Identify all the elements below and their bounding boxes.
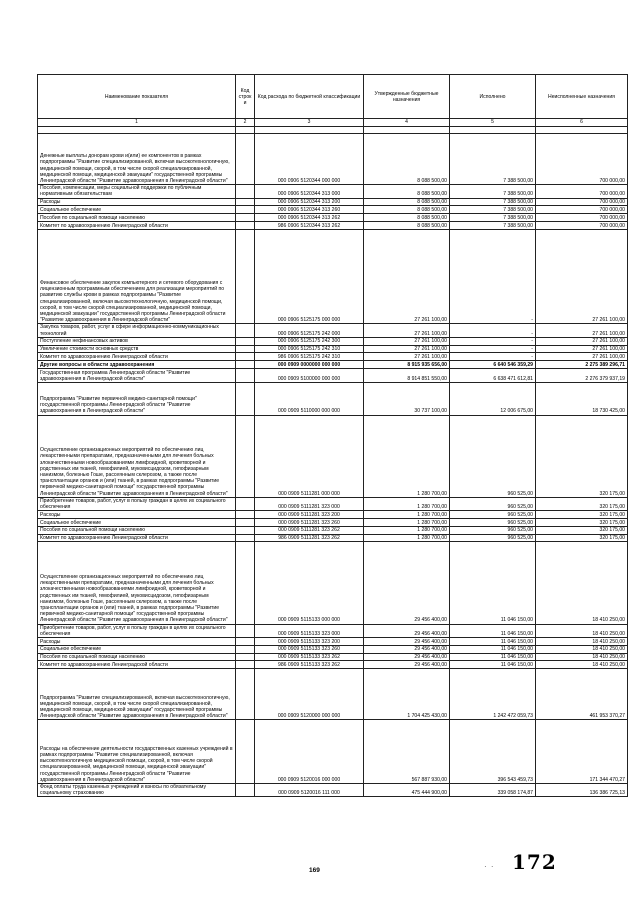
table-row — [38, 669, 628, 720]
row-name-cell: Комитет по здравоохранению Ленинградской области — [38, 534, 236, 542]
row-line-cell — [236, 720, 255, 784]
row-approved-cell: 1 280 700,00 — [364, 511, 450, 519]
row-remaining-cell: 18 410 250,00 — [536, 645, 628, 653]
row-remaining-cell: 27 261 100,00 — [536, 337, 628, 345]
row-name-cell: Финансовое обеспечение закупок компьютерного и сетевого оборудования с лицензионным программным обеспечением для реализации мероприятий по развитию службы крови в рамках подпрограммы "Развитие специализированной, включая высокотехнологичную, медицинской помощи, скорой, в том числе скорой специализированной, медицинской помощи, медицинской эвакуации" государственной программы Ленинградской области "Развитие здравоохранения в Ленинградской области" — [38, 229, 236, 324]
row-remaining-cell: 700 000,00 — [536, 185, 628, 198]
row-line-cell — [236, 542, 255, 624]
row-executed-cell: 6 638 471 612,81 — [450, 368, 536, 382]
row-executed-cell: 7 388 500,00 — [450, 134, 536, 185]
row-line-cell — [236, 783, 255, 796]
table-row — [38, 221, 628, 229]
table-row — [38, 361, 628, 369]
row-name-cell: Расходы — [38, 198, 236, 206]
row-line-cell — [236, 229, 255, 324]
table-row — [38, 324, 628, 337]
row-remaining-cell: 27 261 100,00 — [536, 229, 628, 324]
row-name-cell: Увеличение стоимости основных средств — [38, 345, 236, 353]
row-line-cell — [236, 337, 255, 345]
row-name-cell: Пособия по социальной помощи населению — [38, 653, 236, 661]
row-executed-cell: 960 525,00 — [450, 415, 536, 497]
row-code-cell: 000 0906 5120344 313 260 — [255, 206, 364, 214]
row-approved-cell: 29 456 400,00 — [364, 661, 450, 669]
row-executed-cell: 1 242 472 059,73 — [450, 669, 536, 720]
row-name-cell: Осуществление организационных мероприятий по обеспечению лиц лекарственными препаратами, предназначенными для лечения больных злокачественными новообразованиями лимфоидной, кроветворной и родственных им тканей, гемофилией, муковисцидозом, гипофизарным нанизмом, болезнью Гоше, рассеянным склерозом, а также после трансплантации органов и (или) тканей, в рамках подпрограммы "Развитие первичной медико-санитарной помощи" государственной программы Ленинградской области "Развитие здравоохранения в Ленинградской области" — [38, 415, 236, 497]
row-approved-cell: 8 915 935 656,00 — [364, 361, 450, 369]
row-code-cell: 000 0909 5115133 323 000 — [255, 624, 364, 637]
row-code-cell: 986 0906 5120344 313 262 — [255, 221, 364, 229]
row-approved-cell: 29 456 400,00 — [364, 624, 450, 637]
empty-cell — [536, 127, 628, 134]
row-line-cell — [236, 206, 255, 214]
row-line-cell — [236, 645, 255, 653]
row-approved-cell: 567 887 930,00 — [364, 720, 450, 784]
row-remaining-cell: 18 730 425,00 — [536, 382, 628, 415]
row-approved-cell: 8 088 500,00 — [364, 221, 450, 229]
table-spacer-row — [38, 127, 628, 134]
table-body — [38, 127, 628, 797]
row-code-cell: 000 0909 5115133 323 200 — [255, 637, 364, 645]
row-approved-cell: 29 456 400,00 — [364, 542, 450, 624]
row-code-cell: 000 0906 5125175 242 000 — [255, 324, 364, 337]
row-remaining-cell: 136 386 725,13 — [536, 783, 628, 796]
row-name-cell: Фонд оплаты труда казенных учреждений и взносы по обязательному социальному страхованию — [38, 783, 236, 796]
row-remaining-cell: 700 000,00 — [536, 134, 628, 185]
budget-report-sheet — [37, 74, 627, 797]
row-executed-cell: 12 006 675,00 — [450, 382, 536, 415]
column-index: 5 — [450, 119, 536, 127]
row-name-cell: Пособия по социальной помощи населению — [38, 214, 236, 222]
row-line-cell — [236, 637, 255, 645]
row-approved-cell: 8 088 500,00 — [364, 198, 450, 206]
table-row — [38, 720, 628, 784]
row-code-cell: 000 0906 5120344 313 200 — [255, 198, 364, 206]
row-remaining-cell: 18 410 250,00 — [536, 653, 628, 661]
row-approved-cell: 8 088 500,00 — [364, 214, 450, 222]
table-row — [38, 637, 628, 645]
row-code-cell: 000 0909 5100000 000 000 — [255, 368, 364, 382]
row-code-cell: 000 0909 5111281 000 000 — [255, 415, 364, 497]
table-row — [38, 783, 628, 796]
footer-dots: · · — [484, 862, 495, 871]
row-remaining-cell: 18 410 250,00 — [536, 624, 628, 637]
header-line-code: Код строк и — [236, 75, 255, 119]
row-remaining-cell: 461 953 370,27 — [536, 669, 628, 720]
column-index: 4 — [364, 119, 450, 127]
row-name-cell: Расходы — [38, 637, 236, 645]
row-line-cell — [236, 382, 255, 415]
row-approved-cell: 1 704 425 430,00 — [364, 669, 450, 720]
row-line-cell — [236, 534, 255, 542]
row-line-cell — [236, 661, 255, 669]
row-remaining-cell: 320 175,00 — [536, 415, 628, 497]
empty-cell — [364, 127, 450, 134]
table-row — [38, 661, 628, 669]
row-code-cell: 000 0909 5115133 000 000 — [255, 542, 364, 624]
row-code-cell: 000 0909 5120000 000 000 — [255, 669, 364, 720]
row-line-cell — [236, 624, 255, 637]
table-row — [38, 185, 628, 198]
row-executed-cell: - — [450, 345, 536, 353]
table-row — [38, 353, 628, 361]
row-code-cell: 986 0909 5111281 323 262 — [255, 534, 364, 542]
page-number: 169 — [309, 867, 320, 874]
table-row — [38, 382, 628, 415]
row-line-cell — [236, 653, 255, 661]
table-row — [38, 368, 628, 382]
row-remaining-cell: 320 175,00 — [536, 518, 628, 526]
row-remaining-cell: 18 410 250,00 — [536, 661, 628, 669]
row-approved-cell: 29 456 400,00 — [364, 637, 450, 645]
header-approved-appropriations: Утвержденные бюджетные назначения — [364, 75, 450, 119]
row-executed-cell: 7 388 500,00 — [450, 198, 536, 206]
column-index-row — [38, 119, 628, 127]
row-line-cell — [236, 185, 255, 198]
row-approved-cell: 27 261 100,00 — [364, 324, 450, 337]
row-line-cell — [236, 526, 255, 534]
row-code-cell: 000 0906 5120344 313 000 — [255, 185, 364, 198]
row-code-cell: 000 0909 5111281 323 200 — [255, 511, 364, 519]
row-code-cell: 000 0909 0000000 000 000 — [255, 361, 364, 369]
row-remaining-cell: 320 175,00 — [536, 497, 628, 510]
row-executed-cell: 11 046 150,00 — [450, 645, 536, 653]
empty-cell — [450, 127, 536, 134]
row-line-cell — [236, 497, 255, 510]
row-name-cell: Приобретение товаров, работ, услуг в пользу граждан в целях их социального обеспечения — [38, 497, 236, 510]
row-name-cell: Комитет по здравоохранению Ленинградской области — [38, 661, 236, 669]
row-code-cell: 000 0906 5125175 000 000 — [255, 229, 364, 324]
row-name-cell: Комитет по здравоохранению Ленинградской области — [38, 353, 236, 361]
table-row — [38, 134, 628, 185]
row-code-cell: 000 0906 5125175 242 300 — [255, 337, 364, 345]
row-executed-cell: 396 543 459,73 — [450, 720, 536, 784]
row-code-cell: 000 0906 5120344 000 000 — [255, 134, 364, 185]
header-indicator-name: Наименование показателя — [38, 75, 236, 119]
row-name-cell: Поступление нефинансовых активов — [38, 337, 236, 345]
row-name-cell: Комитет по здравоохранению Ленинградской области — [38, 221, 236, 229]
row-line-cell — [236, 669, 255, 720]
column-index: 3 — [255, 119, 364, 127]
header-remaining-appropriations: Неисполненные назначения — [536, 75, 628, 119]
table-row — [38, 624, 628, 637]
row-remaining-cell: 27 261 100,00 — [536, 324, 628, 337]
row-code-cell: 000 0906 5125175 242 310 — [255, 345, 364, 353]
row-name-cell: Подпрограмма "Развитие первичной медико-санитарной помощи" государственной программы Ленинградской области "Развитие здравоохранения в Ленинградской области" — [38, 382, 236, 415]
row-executed-cell: - — [450, 229, 536, 324]
row-executed-cell: 11 046 150,00 — [450, 624, 536, 637]
row-executed-cell: 7 388 500,00 — [450, 221, 536, 229]
empty-cell — [38, 127, 236, 134]
column-index: 6 — [536, 119, 628, 127]
table-row — [38, 518, 628, 526]
row-line-cell — [236, 345, 255, 353]
row-remaining-cell: 2 276 379 937,19 — [536, 368, 628, 382]
table-row — [38, 526, 628, 534]
row-line-cell — [236, 415, 255, 497]
row-line-cell — [236, 518, 255, 526]
table-row — [38, 206, 628, 214]
row-executed-cell: 7 388 500,00 — [450, 185, 536, 198]
row-name-cell: Расходы — [38, 511, 236, 519]
row-executed-cell: - — [450, 353, 536, 361]
row-code-cell: 000 0909 5111281 323 260 — [255, 518, 364, 526]
header-executed: Исполнено — [450, 75, 536, 119]
table-row — [38, 337, 628, 345]
row-executed-cell: - — [450, 324, 536, 337]
row-code-cell: 000 0909 5115133 323 262 — [255, 653, 364, 661]
table-row — [38, 214, 628, 222]
table-row — [38, 653, 628, 661]
row-name-cell: Пособия, компенсации, меры социальной поддержки по публичным нормативным обязательствам — [38, 185, 236, 198]
row-executed-cell: 11 046 150,00 — [450, 542, 536, 624]
row-line-cell — [236, 134, 255, 185]
row-executed-cell: 7 388 500,00 — [450, 214, 536, 222]
row-line-cell — [236, 324, 255, 337]
row-line-cell — [236, 511, 255, 519]
row-code-cell: 000 0909 5111281 323 262 — [255, 526, 364, 534]
table-header-row — [38, 75, 628, 119]
handwritten-sheet-number: 172 — [512, 850, 557, 874]
row-remaining-cell: 700 000,00 — [536, 206, 628, 214]
row-line-cell — [236, 353, 255, 361]
row-remaining-cell: 27 261 100,00 — [536, 345, 628, 353]
row-name-cell: Социальное обеспечение — [38, 206, 236, 214]
row-name-cell: Расходы на обеспечение деятельности государственных казенных учреждений в рамках подпрограммы "Развитие специализированной, включая высокотехнологичную медицинской помощи, скорой, в том числе скорой специализированной, медицинской помощи, медицинской эвакуации" государственной программы Ленинградской области "Развитие здравоохранения в Ленинградской области" — [38, 720, 236, 784]
row-code-cell: 000 0909 5120016 111 000 — [255, 783, 364, 796]
row-line-cell — [236, 361, 255, 369]
row-executed-cell: 960 525,00 — [450, 534, 536, 542]
column-index: 2 — [236, 119, 255, 127]
row-code-cell: 986 0909 5115133 323 262 — [255, 661, 364, 669]
empty-cell — [255, 127, 364, 134]
row-name-cell: Пособия по социальной помощи населению — [38, 526, 236, 534]
row-remaining-cell: 18 410 250,00 — [536, 542, 628, 624]
row-name-cell: Другие вопросы в области здравоохранения — [38, 361, 236, 369]
row-executed-cell: 960 525,00 — [450, 526, 536, 534]
row-name-cell: Подпрограмма "Развитие специализированной, включая высокотехнологичную, медицинской помощи, скорой, в том числе скорой специализированной, медицинской помощи, медицинской эвакуации" государственной программы Ленинградской области "Развитие здравоохранения в Ленинградской области" — [38, 669, 236, 720]
row-executed-cell: 11 046 150,00 — [450, 653, 536, 661]
row-approved-cell: 27 261 100,00 — [364, 345, 450, 353]
row-remaining-cell: 320 175,00 — [536, 534, 628, 542]
table-row — [38, 645, 628, 653]
table-row — [38, 415, 628, 497]
row-remaining-cell: 27 261 100,00 — [536, 353, 628, 361]
table-row — [38, 345, 628, 353]
row-approved-cell: 1 280 700,00 — [364, 518, 450, 526]
row-line-cell — [236, 221, 255, 229]
row-approved-cell: 27 261 100,00 — [364, 337, 450, 345]
empty-cell — [236, 127, 255, 134]
row-approved-cell: 27 261 100,00 — [364, 229, 450, 324]
row-executed-cell: 11 046 150,00 — [450, 661, 536, 669]
row-code-cell: 986 0906 5125175 242 310 — [255, 353, 364, 361]
row-approved-cell: 1 280 700,00 — [364, 497, 450, 510]
row-remaining-cell: 700 000,00 — [536, 214, 628, 222]
table-row — [38, 542, 628, 624]
row-approved-cell: 8 088 500,00 — [364, 134, 450, 185]
row-code-cell: 000 0909 5120016 000 000 — [255, 720, 364, 784]
row-approved-cell: 30 737 100,00 — [364, 382, 450, 415]
row-executed-cell: 960 525,00 — [450, 511, 536, 519]
row-line-cell — [236, 368, 255, 382]
row-code-cell: 000 0906 5120344 313 262 — [255, 214, 364, 222]
row-executed-cell: 7 388 500,00 — [450, 206, 536, 214]
row-name-cell: Осуществление организационных мероприятий по обеспечению лиц лекарственными препаратами, предназначенными для лечения больных злокачественными новообразованиями лимфоидной, кроветворной и родственных им тканей, гемофилией, муковисцидозом, гипофизарным нанизмом, болезнью Гоше, рассеянным склерозом, а также после трансплантации органов и (или) тканей, в рамках подпрограммы "Развитие первичной медико-санитарной помощи" государственной программы Ленинградской области "Развитие здравоохранения в Ленинградской области" — [38, 542, 236, 624]
row-approved-cell: 1 280 700,00 — [364, 534, 450, 542]
row-executed-cell: - — [450, 337, 536, 345]
row-remaining-cell: 320 175,00 — [536, 526, 628, 534]
row-remaining-cell: 700 000,00 — [536, 198, 628, 206]
row-executed-cell: 11 046 150,00 — [450, 637, 536, 645]
row-approved-cell: 8 914 851 550,00 — [364, 368, 450, 382]
row-approved-cell: 8 088 500,00 — [364, 185, 450, 198]
row-name-cell: Социальное обеспечение — [38, 518, 236, 526]
row-executed-cell: 960 525,00 — [450, 497, 536, 510]
row-name-cell: Приобретение товаров, работ, услуг в пользу граждан в целях их социального обеспечения — [38, 624, 236, 637]
row-code-cell: 000 0909 5110000 000 000 — [255, 382, 364, 415]
row-approved-cell: 1 280 700,00 — [364, 415, 450, 497]
row-code-cell: 000 0909 5111281 323 000 — [255, 497, 364, 510]
row-approved-cell: 29 456 400,00 — [364, 645, 450, 653]
row-remaining-cell: 171 344 470,27 — [536, 720, 628, 784]
row-approved-cell: 27 261 100,00 — [364, 353, 450, 361]
row-code-cell: 000 0909 5115133 323 260 — [255, 645, 364, 653]
column-index: 1 — [38, 119, 236, 127]
header-budget-classification-code: Код расхода по бюджетной классификации — [255, 75, 364, 119]
row-approved-cell: 29 456 400,00 — [364, 653, 450, 661]
row-name-cell: Социальное обеспечение — [38, 645, 236, 653]
row-approved-cell: 1 280 700,00 — [364, 526, 450, 534]
row-remaining-cell: 320 175,00 — [536, 511, 628, 519]
row-approved-cell: 475 444 900,00 — [364, 783, 450, 796]
row-remaining-cell: 700 000,00 — [536, 221, 628, 229]
row-executed-cell: 960 525,00 — [450, 518, 536, 526]
row-executed-cell: 6 640 546 359,29 — [450, 361, 536, 369]
row-name-cell: Денежные выплаты донорам крови и(или) ее компонентов в рамках подпрограммы "Развитие специализированной, включая высокотехнологичную, медицинской помощи, скорой, в том числе скорой специализированной, медицинской помощи, медицинской эвакуации" государственной программы Ленинградской области "Развитие здравоохранения в Ленинградской области" — [38, 134, 236, 185]
table-row — [38, 497, 628, 510]
row-name-cell: Государственная программа Ленинградской области "Развитие здравоохранения в Ленинградской области" — [38, 368, 236, 382]
row-line-cell — [236, 214, 255, 222]
row-executed-cell: 339 058 174,87 — [450, 783, 536, 796]
row-line-cell — [236, 198, 255, 206]
row-remaining-cell: 2 275 389 296,71 — [536, 361, 628, 369]
table-row — [38, 198, 628, 206]
row-remaining-cell: 18 410 250,00 — [536, 637, 628, 645]
row-name-cell: Закупка товаров, работ, услуг в сфере информационно-коммуникационных технологий — [38, 324, 236, 337]
table-row — [38, 534, 628, 542]
budget-execution-table — [37, 74, 628, 797]
table-row — [38, 229, 628, 324]
table-row — [38, 511, 628, 519]
row-approved-cell: 8 088 500,00 — [364, 206, 450, 214]
